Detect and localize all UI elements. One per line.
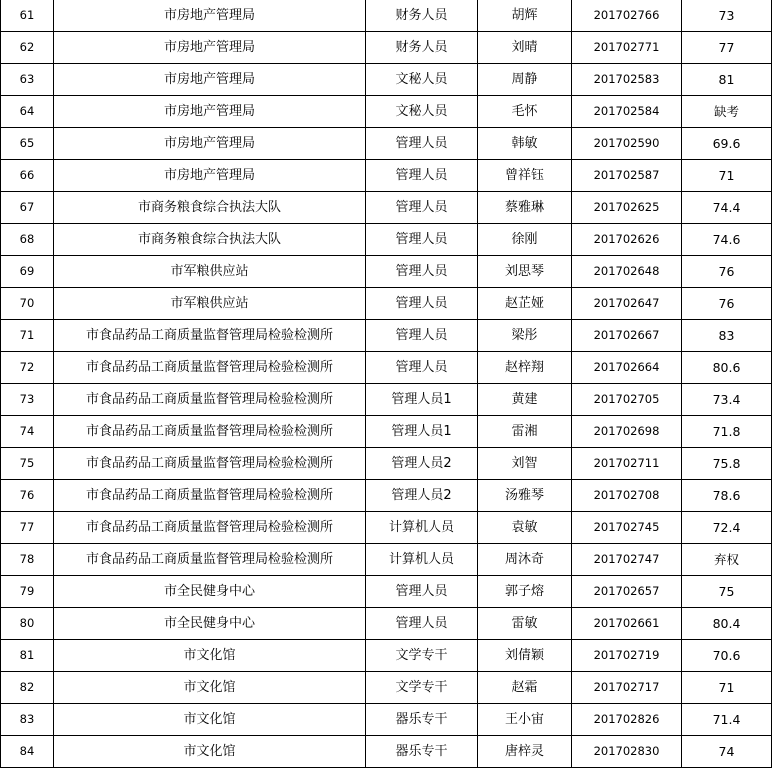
table-row — [1, 224, 772, 256]
position-name-cell: 管理人员2 — [366, 448, 478, 480]
position-name-cell: 财务人员 — [366, 0, 478, 32]
row-number-cell: 68 — [1, 224, 54, 256]
unit-name-cell: 市食品药品工商质量监督管理局检验检测所 — [54, 320, 366, 352]
unit-name-cell: 市房地产管理局 — [54, 0, 366, 32]
position-name-cell: 管理人员 — [366, 288, 478, 320]
unit-name-cell: 市军粮供应站 — [54, 256, 366, 288]
table-row — [1, 384, 772, 416]
score-cell: 77 — [682, 32, 772, 64]
row-number-cell: 84 — [1, 736, 54, 768]
score-cell: 71.8 — [682, 416, 772, 448]
position-name-cell: 管理人员2 — [366, 480, 478, 512]
candidate-name-cell: 汤雅琴 — [478, 480, 572, 512]
row-number-cell: 73 — [1, 384, 54, 416]
exam-id-cell: 201702625 — [572, 192, 682, 224]
score-cell: 78.6 — [682, 480, 772, 512]
score-cell: 70.6 — [682, 640, 772, 672]
exam-id-cell: 201702583 — [572, 64, 682, 96]
exam-id-cell: 201702711 — [572, 448, 682, 480]
table-row — [1, 608, 772, 640]
candidate-name-cell: 黄建 — [478, 384, 572, 416]
exam-id-cell: 201702657 — [572, 576, 682, 608]
score-cell: 80.6 — [682, 352, 772, 384]
position-name-cell: 财务人员 — [366, 32, 478, 64]
score-cell: 75 — [682, 576, 772, 608]
candidate-name-cell: 蔡雅琳 — [478, 192, 572, 224]
row-number-cell: 83 — [1, 704, 54, 736]
unit-name-cell: 市房地产管理局 — [54, 160, 366, 192]
position-name-cell: 管理人员 — [366, 576, 478, 608]
row-number-cell: 71 — [1, 320, 54, 352]
table-row — [1, 160, 772, 192]
position-name-cell: 管理人员 — [366, 128, 478, 160]
position-name-cell: 文学专干 — [366, 640, 478, 672]
candidate-name-cell: 周静 — [478, 64, 572, 96]
row-number-cell: 69 — [1, 256, 54, 288]
position-name-cell: 管理人员 — [366, 192, 478, 224]
unit-name-cell: 市文化馆 — [54, 672, 366, 704]
candidate-name-cell: 郭子熔 — [478, 576, 572, 608]
row-number-cell: 72 — [1, 352, 54, 384]
score-cell: 73 — [682, 0, 772, 32]
score-cell: 71.4 — [682, 704, 772, 736]
table-row — [1, 576, 772, 608]
table-row — [1, 0, 772, 32]
exam-id-cell: 201702717 — [572, 672, 682, 704]
table-row — [1, 256, 772, 288]
unit-name-cell: 市房地产管理局 — [54, 64, 366, 96]
unit-name-cell: 市食品药品工商质量监督管理局检验检测所 — [54, 352, 366, 384]
row-number-cell: 76 — [1, 480, 54, 512]
candidate-name-cell: 韩敏 — [478, 128, 572, 160]
candidate-name-cell: 雷湘 — [478, 416, 572, 448]
table-row — [1, 64, 772, 96]
unit-name-cell: 市食品药品工商质量监督管理局检验检测所 — [54, 512, 366, 544]
row-number-cell: 65 — [1, 128, 54, 160]
unit-name-cell: 市食品药品工商质量监督管理局检验检测所 — [54, 544, 366, 576]
position-name-cell: 管理人员 — [366, 608, 478, 640]
exam-id-cell: 201702705 — [572, 384, 682, 416]
table-row — [1, 480, 772, 512]
position-name-cell: 计算机人员 — [366, 512, 478, 544]
exam-id-cell: 201702771 — [572, 32, 682, 64]
candidate-name-cell: 雷敏 — [478, 608, 572, 640]
exam-id-cell: 201702667 — [572, 320, 682, 352]
score-cell: 缺考 — [682, 96, 772, 128]
score-cell: 74.4 — [682, 192, 772, 224]
unit-name-cell: 市全民健身中心 — [54, 576, 366, 608]
score-cell: 71 — [682, 672, 772, 704]
candidate-name-cell: 曾祥钰 — [478, 160, 572, 192]
exam-id-cell: 201702661 — [572, 608, 682, 640]
candidate-name-cell: 唐梓灵 — [478, 736, 572, 768]
row-number-cell: 75 — [1, 448, 54, 480]
exam-id-cell: 201702766 — [572, 0, 682, 32]
unit-name-cell: 市食品药品工商质量监督管理局检验检测所 — [54, 448, 366, 480]
position-name-cell: 管理人员 — [366, 320, 478, 352]
table-row — [1, 544, 772, 576]
row-number-cell: 78 — [1, 544, 54, 576]
table-row — [1, 128, 772, 160]
unit-name-cell: 市房地产管理局 — [54, 96, 366, 128]
unit-name-cell: 市商务粮食综合执法大队 — [54, 192, 366, 224]
candidate-name-cell: 刘思琴 — [478, 256, 572, 288]
exam-id-cell: 201702626 — [572, 224, 682, 256]
position-name-cell: 文秘人员 — [366, 64, 478, 96]
exam-id-cell: 201702830 — [572, 736, 682, 768]
candidate-name-cell: 周沐奇 — [478, 544, 572, 576]
table-row — [1, 288, 772, 320]
unit-name-cell: 市食品药品工商质量监督管理局检验检测所 — [54, 384, 366, 416]
candidate-name-cell: 毛怀 — [478, 96, 572, 128]
score-cell: 81 — [682, 64, 772, 96]
position-name-cell: 管理人员 — [366, 256, 478, 288]
unit-name-cell: 市军粮供应站 — [54, 288, 366, 320]
row-number-cell: 70 — [1, 288, 54, 320]
exam-id-cell: 201702590 — [572, 128, 682, 160]
table-row — [1, 320, 772, 352]
table-row — [1, 32, 772, 64]
exam-id-cell: 201702584 — [572, 96, 682, 128]
table-row — [1, 192, 772, 224]
candidate-name-cell: 刘晴 — [478, 32, 572, 64]
candidate-name-cell: 刘倩颖 — [478, 640, 572, 672]
exam-id-cell: 201702826 — [572, 704, 682, 736]
row-number-cell: 77 — [1, 512, 54, 544]
position-name-cell: 文秘人员 — [366, 96, 478, 128]
exam-id-cell: 201702587 — [572, 160, 682, 192]
table-row — [1, 736, 772, 768]
candidate-name-cell: 袁敏 — [478, 512, 572, 544]
table-row — [1, 96, 772, 128]
unit-name-cell: 市食品药品工商质量监督管理局检验检测所 — [54, 480, 366, 512]
row-number-cell: 74 — [1, 416, 54, 448]
position-name-cell: 器乐专干 — [366, 704, 478, 736]
table-row — [1, 416, 772, 448]
row-number-cell: 64 — [1, 96, 54, 128]
score-cell: 71 — [682, 160, 772, 192]
row-number-cell: 82 — [1, 672, 54, 704]
position-name-cell: 管理人员 — [366, 352, 478, 384]
candidate-name-cell: 刘智 — [478, 448, 572, 480]
table-row — [1, 448, 772, 480]
exam-id-cell: 201702664 — [572, 352, 682, 384]
row-number-cell: 67 — [1, 192, 54, 224]
row-number-cell: 66 — [1, 160, 54, 192]
candidate-name-cell: 徐刚 — [478, 224, 572, 256]
row-number-cell: 80 — [1, 608, 54, 640]
row-number-cell: 79 — [1, 576, 54, 608]
unit-name-cell: 市文化馆 — [54, 704, 366, 736]
row-number-cell: 81 — [1, 640, 54, 672]
table-row — [1, 640, 772, 672]
table-row — [1, 352, 772, 384]
candidate-name-cell: 赵霜 — [478, 672, 572, 704]
row-number-cell: 62 — [1, 32, 54, 64]
results-table-body — [1, 0, 772, 768]
candidate-name-cell: 赵芷娅 — [478, 288, 572, 320]
candidate-name-cell: 王小宙 — [478, 704, 572, 736]
unit-name-cell: 市房地产管理局 — [54, 128, 366, 160]
score-cell: 83 — [682, 320, 772, 352]
score-cell: 80.4 — [682, 608, 772, 640]
exam-id-cell: 201702698 — [572, 416, 682, 448]
exam-id-cell: 201702747 — [572, 544, 682, 576]
position-name-cell: 管理人员1 — [366, 416, 478, 448]
score-cell: 72.4 — [682, 512, 772, 544]
row-number-cell: 61 — [1, 0, 54, 32]
table-row — [1, 704, 772, 736]
candidate-name-cell: 梁彤 — [478, 320, 572, 352]
exam-id-cell: 201702719 — [572, 640, 682, 672]
position-name-cell: 计算机人员 — [366, 544, 478, 576]
table-row — [1, 672, 772, 704]
score-cell: 75.8 — [682, 448, 772, 480]
exam-id-cell: 201702648 — [572, 256, 682, 288]
exam-id-cell: 201702708 — [572, 480, 682, 512]
row-number-cell: 63 — [1, 64, 54, 96]
unit-name-cell: 市全民健身中心 — [54, 608, 366, 640]
score-cell: 69.6 — [682, 128, 772, 160]
position-name-cell: 管理人员1 — [366, 384, 478, 416]
position-name-cell: 文学专干 — [366, 672, 478, 704]
score-cell: 74.6 — [682, 224, 772, 256]
score-cell: 76 — [682, 256, 772, 288]
candidate-name-cell: 赵梓翔 — [478, 352, 572, 384]
score-cell: 74 — [682, 736, 772, 768]
unit-name-cell: 市商务粮食综合执法大队 — [54, 224, 366, 256]
unit-name-cell: 市房地产管理局 — [54, 32, 366, 64]
unit-name-cell: 市食品药品工商质量监督管理局检验检测所 — [54, 416, 366, 448]
unit-name-cell: 市文化馆 — [54, 736, 366, 768]
score-cell: 73.4 — [682, 384, 772, 416]
exam-id-cell: 201702647 — [572, 288, 682, 320]
position-name-cell: 器乐专干 — [366, 736, 478, 768]
unit-name-cell: 市文化馆 — [54, 640, 366, 672]
candidate-name-cell: 胡辉 — [478, 0, 572, 32]
position-name-cell: 管理人员 — [366, 160, 478, 192]
table-row — [1, 512, 772, 544]
position-name-cell: 管理人员 — [366, 224, 478, 256]
score-cell: 弃权 — [682, 544, 772, 576]
exam-id-cell: 201702745 — [572, 512, 682, 544]
score-cell: 76 — [682, 288, 772, 320]
